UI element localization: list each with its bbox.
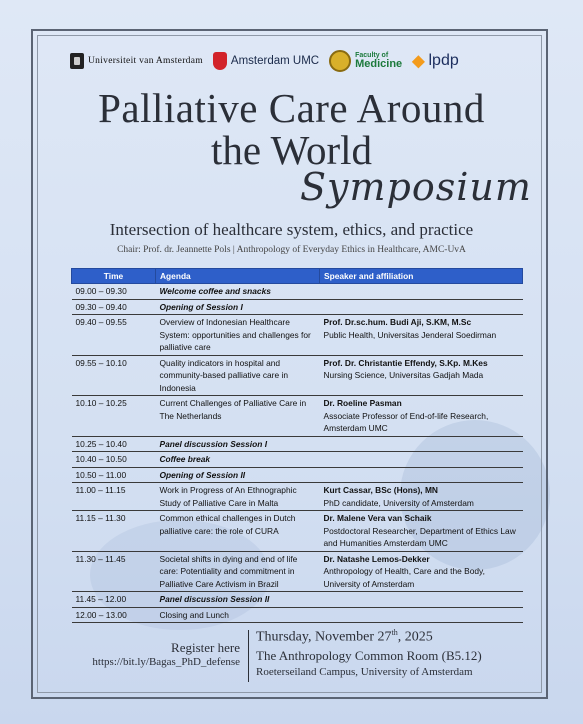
time-cell: 10.50 – 11.00 xyxy=(72,467,156,483)
agenda-cell: Welcome coffee and snacks xyxy=(156,284,320,300)
uva-logo xyxy=(70,53,203,69)
agenda-header-row xyxy=(72,269,523,284)
amc-emblem-icon xyxy=(213,52,227,70)
speaker-cell xyxy=(320,511,523,552)
symposium-script: Symposium xyxy=(300,165,532,209)
table-row xyxy=(72,467,523,483)
agenda-cell: Overview of Indonesian Healthcare System: opportunities and challenges for palliative care xyxy=(156,315,320,356)
speaker-name: Dr. Malene Vera van Schaik xyxy=(323,513,432,523)
agenda-table xyxy=(71,268,523,623)
time-cell: 10.40 – 10.50 xyxy=(72,452,156,468)
fom-top-text: Faculty of xyxy=(355,52,389,59)
table-row xyxy=(72,607,523,623)
agenda-cell: Work in Progress of An Ethnographic Study of Palliative Care in Malta xyxy=(156,483,320,511)
agenda-body xyxy=(72,284,523,623)
event-venue: The Anthropology Common Room (B5.12) xyxy=(256,647,482,663)
event-campus: Roeterseiland Campus, University of Amsterdam xyxy=(256,665,473,678)
divider-line xyxy=(248,630,249,682)
speaker-name: Dr. Natashe Lemos-Dekker xyxy=(323,553,430,564)
time-cell: 11.45 – 12.00 xyxy=(72,592,156,608)
time-cell: 11.15 – 11.30 xyxy=(72,511,156,552)
event-date-suffix: , 2025 xyxy=(397,629,433,645)
table-row xyxy=(72,396,523,437)
register-label: Register here xyxy=(171,640,240,655)
agenda-cell: Closing and Lunch xyxy=(156,607,320,623)
agenda-cell: Common ethical challenges in Dutch palliative care: the role of CURA xyxy=(156,511,320,552)
speaker-cell xyxy=(320,483,523,511)
event-date-sup: th xyxy=(391,628,398,637)
speaker-name: Dr. Roeline Pasman xyxy=(323,398,402,408)
speaker-name: Kurt Cassar, BSc (Hons), MN xyxy=(323,485,438,495)
amc-logo xyxy=(213,52,319,70)
agenda-cell: Panel discussion Session II xyxy=(156,592,320,608)
agenda-cell: Current Challenges of Palliative Care in The Netherlands xyxy=(156,396,320,437)
time-cell: 09.40 – 09.55 xyxy=(72,315,156,356)
amc-logo-text: Amsterdam UMC xyxy=(230,55,320,67)
time-cell: 11.30 – 11.45 xyxy=(72,551,156,592)
table-row xyxy=(72,355,523,396)
speaker-cell xyxy=(320,436,523,452)
time-cell: 09.00 – 09.30 xyxy=(72,284,156,300)
speaker-affiliation: Postdoctoral Researcher, Department of Ethics Law and Humanities Amsterdam UMC xyxy=(323,525,516,548)
table-row xyxy=(72,483,523,511)
speaker-cell xyxy=(320,284,523,300)
uva-logo-text: Universiteit van Amsterdam xyxy=(88,56,203,66)
table-row xyxy=(72,452,523,468)
speaker-cell xyxy=(320,299,523,315)
time-cell: 10.10 – 10.25 xyxy=(72,396,156,437)
time-cell: 09.30 – 09.40 xyxy=(72,299,156,315)
speaker-cell xyxy=(320,607,523,623)
table-row xyxy=(72,511,523,552)
header-speaker: Speaker and affiliation xyxy=(320,269,523,284)
agenda-cell: Opening of Session II xyxy=(156,467,320,483)
speaker-cell xyxy=(320,592,523,608)
table-row xyxy=(72,284,523,300)
table-row xyxy=(72,592,523,608)
fom-text xyxy=(355,52,402,70)
speaker-name: Prof. Dr. Christantie Effendy, S.Kp. M.Kes xyxy=(323,357,488,368)
chair-line: Chair: Prof. dr. Jeannette Pols | Anthropology of Everyday Ethics in Healthcare, AMC-UvA xyxy=(117,245,466,255)
speaker-cell xyxy=(320,452,523,468)
speaker-name: Prof. Dr.sc.hum. Budi Aji, S.KM, M.Sc xyxy=(323,317,472,327)
event-date-prefix: Thursday, November 27 xyxy=(256,629,392,645)
agenda-cell: Panel discussion Session I xyxy=(156,436,320,452)
table-row xyxy=(72,299,523,315)
lpdp-logo-text: lpdp xyxy=(428,52,459,69)
time-cell: 09.55 – 10.10 xyxy=(72,355,156,396)
title-line-2: the World xyxy=(210,127,373,173)
header-time: Time xyxy=(72,269,156,284)
register-block xyxy=(80,640,240,668)
table-row xyxy=(72,436,523,452)
speaker-affiliation: Nursing Science, Universitas Gadjah Mada xyxy=(323,370,484,380)
speaker-cell xyxy=(320,467,523,483)
agenda-cell: Societal shifts in dying and end of life care: Potentiality and commitment in Palliative Care Activism in Brazil xyxy=(156,551,320,592)
event-info xyxy=(256,628,482,678)
time-cell: 12.00 – 13.00 xyxy=(72,607,156,623)
agenda-cell: Opening of Session I xyxy=(156,299,320,315)
event-date xyxy=(256,628,482,646)
university-seal-icon xyxy=(329,50,351,72)
speaker-cell xyxy=(320,396,523,437)
subtitle: Intersection of healthcare system, ethics, and practice xyxy=(109,220,474,239)
speaker-affiliation: Associate Professor of End-of-life Research, Amsterdam UMC xyxy=(323,410,489,433)
speaker-cell xyxy=(320,355,523,396)
uva-emblem-icon xyxy=(70,53,84,69)
speaker-affiliation: Anthropology of Health, Care and the Body, University of Amsterdam xyxy=(323,566,485,589)
lpdp-flame-icon: ◆ xyxy=(412,53,425,70)
time-cell: 11.00 – 11.15 xyxy=(72,483,156,511)
speaker-cell xyxy=(320,315,523,356)
header-agenda: Agenda xyxy=(156,269,320,284)
agenda-cell: Quality indicators in hospital and community-based palliative care in Indonesia xyxy=(156,355,320,396)
time-cell: 10.25 – 10.40 xyxy=(72,436,156,452)
register-link[interactable]: https://bit.ly/Bagas_PhD_defense xyxy=(92,656,240,668)
table-row xyxy=(72,551,523,592)
title-line-1: Palliative Care Around xyxy=(98,85,485,131)
fom-bottom-text: Medicine xyxy=(355,58,403,70)
agenda-cell: Coffee break xyxy=(156,452,320,468)
table-row xyxy=(72,315,523,356)
fom-logo xyxy=(329,50,402,72)
speaker-affiliation: Public Health, Universitas Jenderal Soedirman xyxy=(323,329,497,340)
logo-bar xyxy=(70,48,520,74)
speaker-cell xyxy=(320,551,523,592)
speaker-affiliation: PhD candidate, University of Amsterdam xyxy=(323,497,474,508)
lpdp-logo xyxy=(412,51,459,71)
